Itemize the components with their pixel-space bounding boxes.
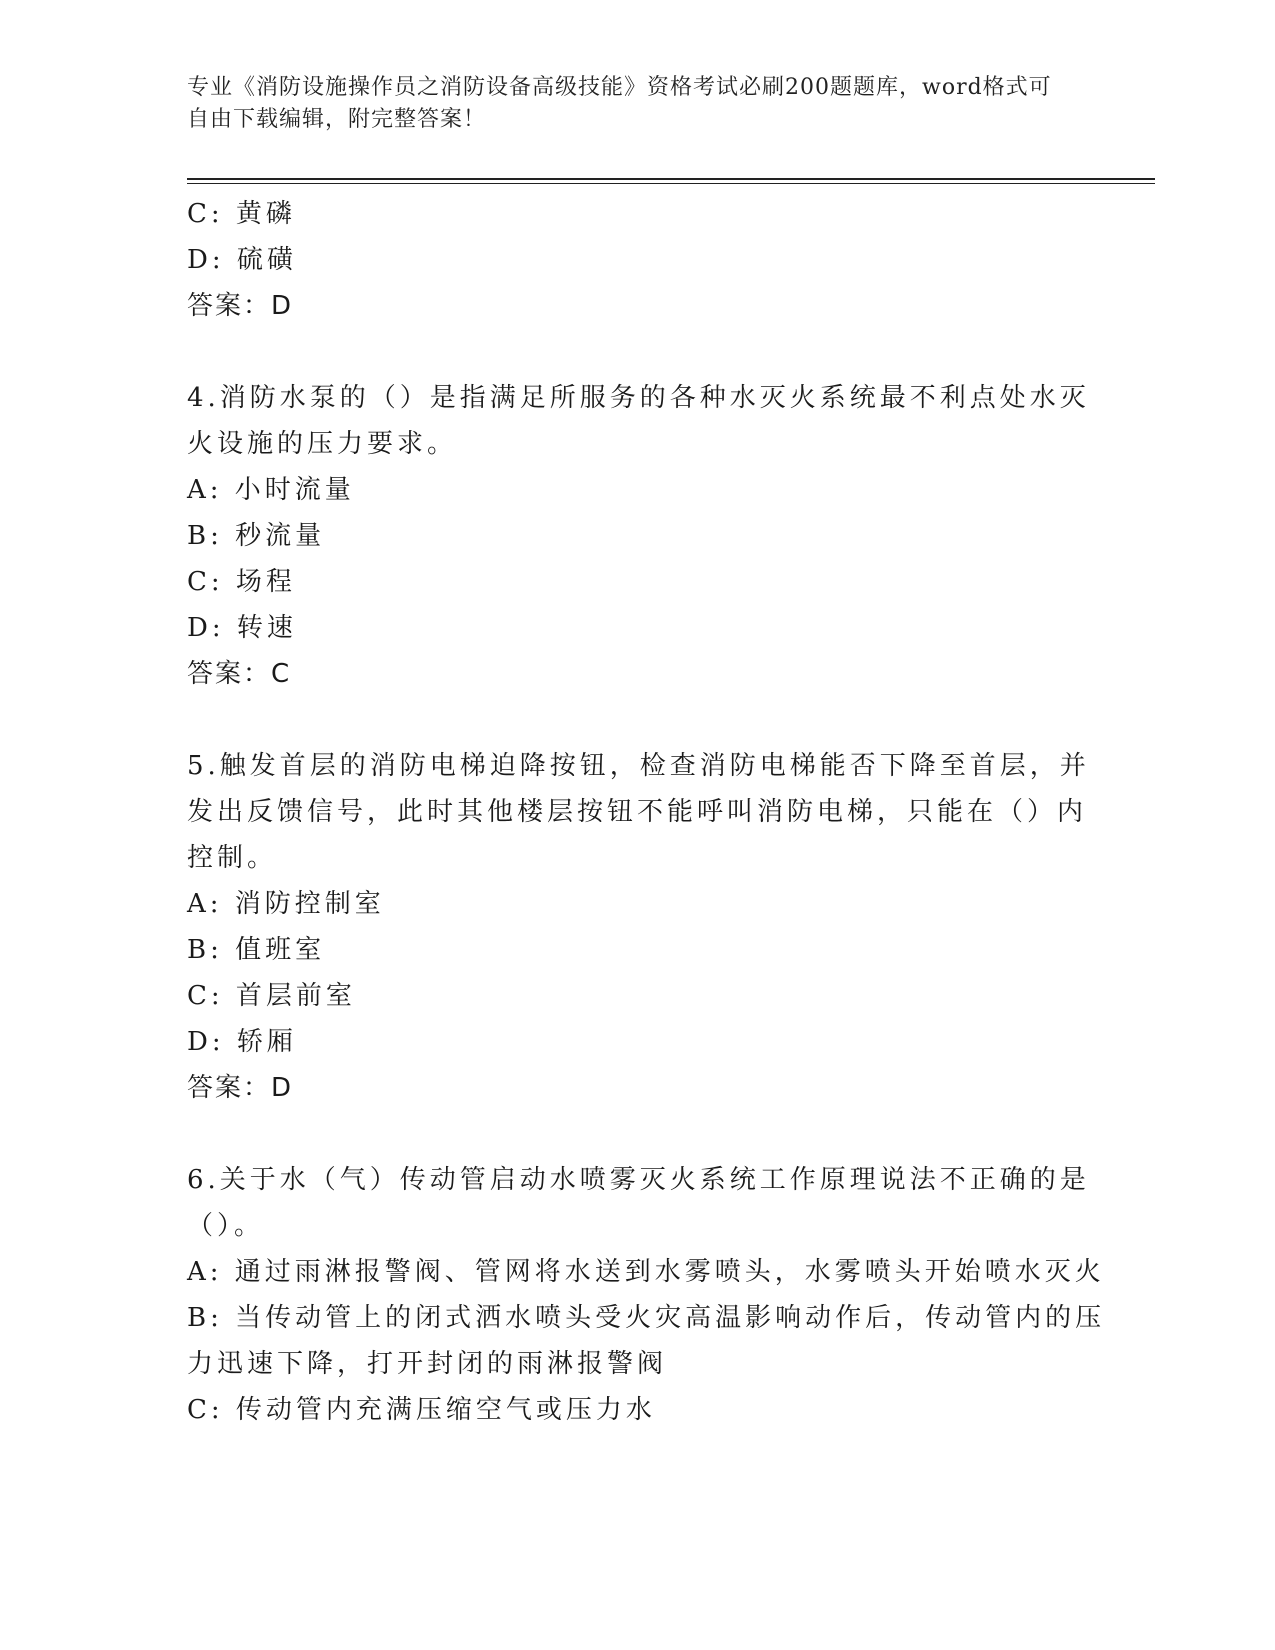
q6-option-a: A: 通过雨淋报警阀、管网将水送到水雾喷头，水雾喷头开始喷水灭火 (187, 1257, 1105, 1287)
header-divider-thin (187, 183, 1155, 184)
q5-stem-line3: 控制。 (187, 843, 278, 873)
q4-stem-line2: 火设施的压力要求。 (187, 429, 458, 459)
q4-option-c: C: 场程 (187, 567, 296, 597)
q5-stem-line1: 5.触发首层的消防电梯迫降按钮，检查消防电梯能否下降至首层，并 (187, 751, 1090, 781)
q3-option-c: C: 黄磷 (187, 199, 296, 229)
q5-answer: 答案：D (187, 1073, 294, 1103)
q5-option-b: B: 值班室 (187, 935, 326, 965)
q4-answer: 答案：C (187, 659, 292, 689)
q4-option-a: A: 小时流量 (187, 475, 355, 505)
spacer (187, 329, 1087, 375)
q6-option-c: C: 传动管内充满压缩空气或压力水 (187, 1395, 656, 1425)
q4-option-b: B: 秒流量 (187, 521, 326, 551)
q6-stem-line2: （）。 (187, 1211, 265, 1241)
q3-answer: 答案：D (187, 291, 294, 321)
q6-option-b-line1: B: 当传动管上的闭式洒水喷头受火灾高温影响动作后，传动管内的压 (187, 1303, 1106, 1333)
q5-option-d: D: 轿厢 (187, 1027, 297, 1057)
q6-stem-line1: 6.关于水（气）传动管启动水喷雾灭火系统工作原理说法不正确的是 (187, 1165, 1090, 1195)
header-divider-thick (187, 178, 1155, 180)
q4-option-d: D: 转速 (187, 613, 297, 643)
q3-option-d: D: 硫磺 (187, 245, 297, 275)
document-header: 专业《消防设施操作员之消防设备高级技能》资格考试必刷200题题库，word格式可自由下载编辑，附完整答案！ (187, 75, 1052, 132)
q5-option-a: A: 消防控制室 (187, 889, 385, 919)
q4-stem-line1: 4.消防水泵的（）是指满足所服务的各种水灭火系统最不利点处水灭 (187, 383, 1090, 413)
q5-option-c: C: 首层前室 (187, 981, 356, 1011)
document-body (187, 191, 1106, 1433)
spacer (187, 697, 1087, 743)
q6-option-b-line2: 力迅速下降，打开封闭的雨淋报警阀 (187, 1349, 668, 1379)
q5-stem-line2: 发出反馈信号，此时其他楼层按钮不能呼叫消防电梯，只能在（）内 (187, 797, 1088, 827)
spacer (187, 1111, 1087, 1157)
